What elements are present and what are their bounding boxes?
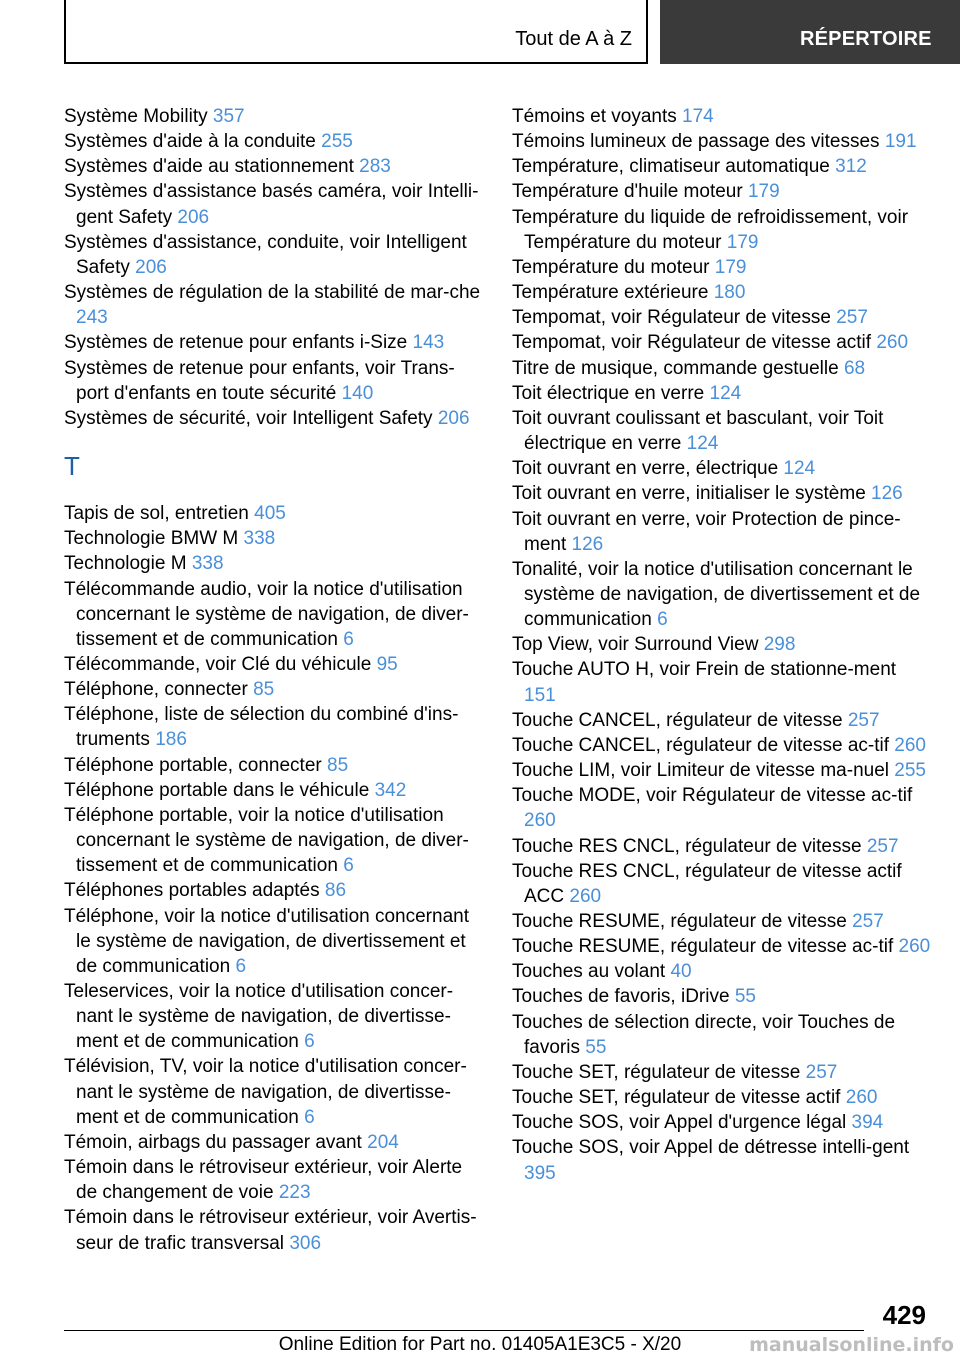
page-reference-link[interactable]: 126 <box>871 483 903 505</box>
entry-text: Toit ouvrant coulissant et basculant, voir Toit électrique en verre <box>512 407 884 455</box>
entry-text: Toit ouvrant en verre, voir Protection de pince‐ment <box>512 508 901 555</box>
page-reference-link[interactable]: 338 <box>191 553 224 575</box>
page-reference-link[interactable]: 260 <box>569 885 602 907</box>
index-entry <box>512 255 932 280</box>
index-entry <box>64 904 484 979</box>
index-entry <box>512 330 932 355</box>
page-reference-link[interactable]: 124 <box>686 433 719 455</box>
entry-text: Systèmes d'assistance basés caméra, voir Intelli‐gent Safety <box>64 181 479 228</box>
index-entry <box>512 481 932 506</box>
entry-text: Touche AUTO H, voir Frein de stationne‐ment <box>512 659 897 681</box>
page-reference-link[interactable]: 257 <box>836 307 868 329</box>
index-entry <box>512 557 932 632</box>
index-entry <box>512 381 932 406</box>
page-reference-link[interactable]: 191 <box>884 131 917 153</box>
index-entry <box>64 330 484 355</box>
page-reference-link[interactable]: 395 <box>524 1162 556 1184</box>
entry-text: Tempomat, voir Régulateur de vitesse actif <box>512 332 872 354</box>
index-entry <box>512 154 932 179</box>
index-entry <box>512 1085 932 1110</box>
entry-text: Téléphone portable, voir la notice d'utilisation concernant le système de navigation, de diver‐tissement et de communication <box>64 804 469 877</box>
entry-text: Touches de favoris, iDrive <box>512 986 730 1008</box>
page-reference-link[interactable]: 257 <box>866 835 899 857</box>
index-entry <box>64 104 484 129</box>
page-reference-link[interactable]: 86 <box>324 880 347 902</box>
page-reference-link[interactable]: 186 <box>155 729 187 751</box>
index-entry <box>512 834 932 859</box>
section-label: Tout de A à Z <box>515 28 632 50</box>
section-tab <box>64 0 648 64</box>
index-entry <box>512 909 932 934</box>
index-entry <box>64 526 484 551</box>
entry-text: Touche SOS, voir Appel d'urgence légal <box>512 1112 847 1134</box>
entry-text: Touche SET, régulateur de vitesse <box>512 1061 801 1083</box>
page-reference-link[interactable]: 140 <box>341 382 374 404</box>
page-reference-link[interactable]: 206 <box>437 407 470 429</box>
index-entry <box>512 859 932 909</box>
entry-text: Témoin, airbags du passager avant <box>64 1131 362 1153</box>
entry-text: Télécommande audio, voir la notice d'utilisation concernant le système de navigation, de diver‐tissement et de communication <box>64 578 469 650</box>
entry-text: Température d'huile moteur <box>512 181 743 203</box>
index-entry <box>64 1130 484 1155</box>
page-header <box>0 0 960 70</box>
edition-text: Online Edition for Part no. 01405A1E3C5 - X/20 <box>278 1334 682 1355</box>
entry-text: Top View, voir Surround View <box>512 634 759 656</box>
page-reference-link[interactable]: 312 <box>835 156 867 178</box>
index-entry <box>512 406 932 456</box>
index-entry <box>64 652 484 677</box>
index-entry <box>512 305 932 330</box>
watermark: manualsonline.info <box>749 1334 954 1356</box>
page-reference-link[interactable]: 6 <box>304 1031 315 1053</box>
entry-text: Touche LIM, voir Limiteur de vitesse ma‐nuel <box>512 760 889 782</box>
page-reference-link[interactable]: 243 <box>76 307 108 329</box>
page-reference-link[interactable]: 204 <box>367 1131 399 1153</box>
entry-text: Téléphones portables adaptés <box>64 880 320 902</box>
entry-text: Teleservices, voir la notice d'utilisation concer‐nant le système de navigation, de divertisse‐ment et de communication <box>64 981 454 1053</box>
entry-text: Téléphone, voir la notice d'utilisation concernant le système de navigation, de divertissement et de communication <box>64 905 469 977</box>
page-reference-link[interactable]: 260 <box>524 810 556 832</box>
page-reference-link[interactable]: 143 <box>412 332 445 354</box>
index-entry <box>512 758 932 783</box>
entry-text: Tapis de sol, entretien <box>64 503 249 525</box>
page-reference-link[interactable]: 338 <box>243 528 276 550</box>
page-reference-link[interactable]: 124 <box>709 382 742 404</box>
page-reference-link[interactable]: 257 <box>805 1061 838 1083</box>
entry-text: Touche CANCEL, régulateur de vitesse <box>512 709 843 731</box>
page-reference-link[interactable]: 405 <box>254 503 286 525</box>
index-entry <box>64 406 484 431</box>
entry-text: Toit ouvrant en verre, électrique <box>512 458 779 480</box>
index-entry <box>512 129 932 154</box>
entry-text: Téléphone, liste de sélection du combiné d'ins‐truments <box>64 704 459 751</box>
chapter-tab <box>660 0 960 64</box>
page-reference-link[interactable]: 223 <box>278 1182 311 1204</box>
entry-text: Toit ouvrant en verre, initialiser le système <box>512 483 866 505</box>
index-entry <box>64 154 484 179</box>
index-entry <box>512 1135 932 1185</box>
index-entry <box>64 551 484 576</box>
index-entry <box>512 984 932 1009</box>
index-entry <box>512 1060 932 1085</box>
entry-text: Touches au volant <box>512 961 666 983</box>
entry-text: Témoin dans le rétroviseur extérieur, voir Avertis‐seur de trafic transversal <box>64 1207 477 1254</box>
entry-text: Systèmes de sécurité, voir Intelligent Safety <box>64 407 433 429</box>
entry-text: Température du liquide de refroidissement, voir Température du moteur <box>512 206 909 253</box>
entry-text: Titre de musique, commande gestuelle <box>512 357 839 379</box>
index-entry <box>512 733 932 758</box>
page-reference-link[interactable]: 124 <box>783 458 816 480</box>
entry-text: Téléphone, connecter <box>64 679 248 701</box>
index-entry <box>512 1110 932 1135</box>
entry-text: Touche SOS, voir Appel de détresse intelli‐gent <box>512 1137 910 1159</box>
index-entry <box>512 104 932 129</box>
index-entry <box>512 507 932 557</box>
entry-text: Technologie M <box>64 553 187 575</box>
index-entry <box>64 702 484 752</box>
entry-text: Touche RES CNCL, régulateur de vitesse actif ACC <box>512 860 902 907</box>
entry-text: Systèmes d'assistance, conduite, voir Intelligent Safety <box>64 231 467 278</box>
entry-text: Téléphone portable dans le véhicule <box>64 779 370 801</box>
entry-text: Télécommande, voir Clé du véhicule <box>64 653 372 675</box>
entry-text: Touche RESUME, régulateur de vitesse <box>512 911 847 932</box>
entry-text: Tempomat, voir Régulateur de vitesse <box>512 307 831 329</box>
entry-text: Téléphone portable, connecter <box>64 754 322 776</box>
chapter-label: RÉPERTOIRE <box>800 28 932 50</box>
index-entry <box>64 979 484 1054</box>
page-reference-link[interactable]: 40 <box>670 961 692 983</box>
page-reference-link[interactable]: 6 <box>657 609 668 631</box>
page-reference-link[interactable]: 179 <box>747 181 780 203</box>
page-reference-link[interactable]: 260 <box>898 936 931 958</box>
page-reference-link[interactable]: 55 <box>585 1036 607 1058</box>
page-reference-link[interactable]: 151 <box>524 684 556 706</box>
page-reference-link[interactable]: 85 <box>327 754 349 776</box>
index-entry <box>512 205 932 255</box>
page-reference-link[interactable]: 257 <box>852 911 884 932</box>
entry-text: Systèmes d'aide au stationnement <box>64 156 354 178</box>
index-entry <box>64 179 484 229</box>
page-reference-link[interactable]: 260 <box>845 1087 878 1109</box>
entry-text: Touche SET, régulateur de vitesse actif <box>512 1087 841 1109</box>
index-entry <box>64 803 484 878</box>
page-reference-link[interactable]: 6 <box>343 628 354 650</box>
page-reference-link[interactable]: 306 <box>289 1232 322 1254</box>
index-list-after <box>64 501 484 1256</box>
index-entry <box>64 280 484 330</box>
page-reference-link[interactable]: 68 <box>843 357 866 379</box>
index-entry <box>512 280 932 305</box>
page-reference-link[interactable]: 55 <box>734 986 756 1008</box>
index-entry <box>512 1010 932 1060</box>
entry-text: Température extérieure <box>512 282 709 304</box>
index-entry <box>512 456 932 481</box>
page-reference-link[interactable]: 174 <box>682 106 714 127</box>
index-entry <box>64 501 484 526</box>
page-reference-link[interactable]: 126 <box>571 533 604 555</box>
index-entry <box>512 179 932 204</box>
index-entry <box>64 753 484 778</box>
page-reference-link[interactable]: 179 <box>726 231 759 253</box>
entry-text: Systèmes de retenue pour enfants i-Size <box>64 332 408 354</box>
index-entry <box>64 230 484 280</box>
footer-divider <box>64 1330 864 1331</box>
page-reference-link[interactable]: 357 <box>212 106 245 127</box>
entry-text: Systèmes d'aide à la conduite <box>64 131 316 153</box>
entry-text: Technologie BMW M <box>64 528 239 550</box>
index-entry <box>64 1205 484 1255</box>
entry-text: Température du moteur <box>512 256 710 278</box>
page-reference-link[interactable]: 255 <box>321 131 353 153</box>
index-list-before <box>64 104 484 431</box>
index-entry <box>64 677 484 702</box>
page-reference-link[interactable]: 206 <box>135 256 167 278</box>
entry-text: Touche RES CNCL, régulateur de vitesse <box>512 835 862 857</box>
page-reference-link[interactable]: 179 <box>714 256 747 278</box>
index-entry <box>64 356 484 406</box>
index-entry <box>64 1054 484 1129</box>
entry-text: Témoin dans le rétroviseur extérieur, voir Alerte de changement de voie <box>64 1157 463 1204</box>
page-reference-link[interactable]: 6 <box>343 855 354 877</box>
index-list-right <box>512 104 932 1186</box>
page-reference-link[interactable]: 260 <box>894 734 926 756</box>
index-entry <box>512 657 932 707</box>
entry-text: Témoins et voyants <box>512 106 677 127</box>
page-reference-link[interactable]: 394 <box>851 1112 884 1134</box>
page-reference-link[interactable]: 342 <box>374 779 407 801</box>
page-reference-link[interactable]: 180 <box>713 282 746 304</box>
entry-text: Systèmes de retenue pour enfants, voir Trans‐port d'enfants en toute sécurité <box>64 357 455 404</box>
index-entry <box>64 878 484 903</box>
index-entry <box>512 708 932 733</box>
page-reference-link[interactable]: 283 <box>359 156 391 178</box>
index-entry <box>512 356 932 381</box>
entry-text: Systèmes de régulation de la stabilité de mar‐che <box>64 282 481 304</box>
index-entry <box>512 959 932 984</box>
index-entry <box>64 778 484 803</box>
entry-text: Touche MODE, voir Régulateur de vitesse ac‐tif <box>512 785 913 807</box>
index-entry <box>512 783 932 833</box>
section-letter: T <box>64 451 80 482</box>
index-entry <box>64 129 484 154</box>
page-reference-link[interactable]: 255 <box>894 760 926 782</box>
left-column <box>64 104 484 1256</box>
page-number: 429 <box>882 1300 926 1330</box>
entry-text: Système Mobility <box>64 106 208 127</box>
entry-text: Témoins lumineux de passage des vitesses <box>512 131 880 153</box>
entry-text: Touche CANCEL, régulateur de vitesse ac‐tif <box>512 734 890 756</box>
page-reference-link[interactable]: 6 <box>235 955 247 977</box>
index-entry <box>64 577 484 652</box>
page-reference-link[interactable]: 6 <box>304 1106 315 1128</box>
entry-text: Télévision, TV, voir la notice d'utilisation concer‐nant le système de navigation, de divertisse‐ment et de communication <box>64 1056 467 1128</box>
page-reference-link[interactable]: 206 <box>177 206 210 228</box>
page-reference-link[interactable]: 257 <box>847 709 880 731</box>
entry-text: Touche RESUME, régulateur de vitesse ac‐tif <box>512 936 894 958</box>
right-column <box>512 104 932 1186</box>
page-reference-link[interactable]: 85 <box>253 679 275 701</box>
page-reference-link[interactable]: 298 <box>763 634 796 656</box>
entry-text: Tonalité, voir la notice d'utilisation concernant le système de navigation, de divertissement et de communication <box>512 558 921 631</box>
entry-text: Toit électrique en verre <box>512 382 705 404</box>
page-reference-link[interactable]: 95 <box>376 653 398 675</box>
index-entry <box>512 934 932 959</box>
entry-text: Touches de sélection directe, voir Touches de favoris <box>512 1011 896 1058</box>
page-reference-link[interactable]: 260 <box>876 332 909 354</box>
index-entry <box>512 632 932 657</box>
entry-text: Température, climatiseur automatique <box>512 156 830 178</box>
index-entry <box>64 1155 484 1205</box>
